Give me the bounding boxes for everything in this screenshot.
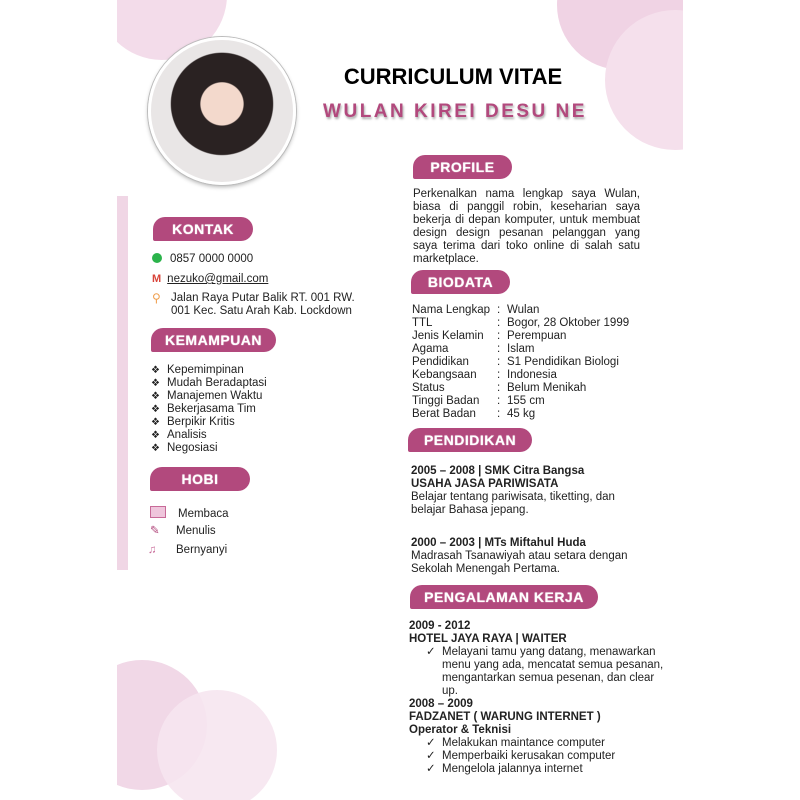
section-label-biodata: BIODATA <box>411 270 510 294</box>
experience-point: ✓ Melakukan maintance computer <box>426 737 605 749</box>
decor-side-bar <box>117 196 128 570</box>
list-item: ❖ Bekerjasama Tim <box>151 403 256 415</box>
biodata-row: TTL : Bogor, 28 Oktober 1999 <box>412 317 630 329</box>
biodata-row: Pendidikan : S1 Pendidikan Biologi <box>412 356 619 368</box>
contact-address: ⚲ Jalan Raya Putar Balik RT. 001 RW. 001 Kec. Satu Arah Kab. Lockdown <box>152 291 355 317</box>
section-label-pengalaman-kerja: PENGALAMAN KERJA <box>410 585 598 609</box>
contact-email: M nezuko@gmail.com <box>152 273 269 285</box>
section-label-kemampuan: KEMAMPUAN <box>151 328 276 352</box>
biodata-row: Agama : Islam <box>412 343 535 355</box>
gmail-icon: M <box>152 273 162 285</box>
decor-circle <box>157 690 277 800</box>
experience-point: ✓ Melayani tamu yang datang, menawarkan menu yang ada, mencatat semua pesanan, mengantarkan semua pesenan, dan clear up. <box>426 646 664 697</box>
profile-photo <box>148 37 296 185</box>
list-item: ❖ Analisis <box>151 429 207 441</box>
hobby-item: Membaca <box>150 506 229 521</box>
list-item: ❖ Mudah Beradaptasi <box>151 377 267 389</box>
section-label-pendidikan: PENDIDIKAN <box>408 428 532 452</box>
location-pin-icon: ⚲ <box>152 291 161 305</box>
biodata-row: Status : Belum Menikah <box>412 382 587 394</box>
experience-point: ✓ Memperbaiki kerusakan computer <box>426 750 616 762</box>
education-entry: 2000 – 2003 | MTs Miftahul Huda Madrasah Tsanawiyah atau setara dengan Sekolah Menengah Pertama. <box>411 537 628 575</box>
music-note-icon: ♫ <box>148 544 157 556</box>
profile-text: Perkenalkan nama lengkap saya Wulan, biasa di panggil robin, keseharian saya bekerja di depan komputer, untuk membuat design design pesanan pelanggan yang saya terima dari toko online di salah satu marketplace. <box>413 188 640 265</box>
pen-icon: ✎ <box>150 525 160 537</box>
biodata-row: Nama Lengkap : Wulan <box>412 304 540 316</box>
section-label-profile: PROFILE <box>413 155 512 179</box>
list-item: ❖ Negosiasi <box>151 442 218 454</box>
education-entry: 2005 – 2008 | SMK Citra Bangsa USAHA JASA PARIWISATA Belajar tentang pariwisata, tiketting, dan belajar Bahasa jepang. <box>411 465 615 516</box>
list-item: ❖ Kepemimpinan <box>151 364 244 376</box>
biodata-row: Jenis Kelamin : Perempuan <box>412 330 567 342</box>
biodata-table <box>412 304 629 421</box>
book-icon <box>150 506 166 518</box>
biodata-row: Tinggi Badan : 155 cm <box>412 395 545 407</box>
skills-list <box>151 364 267 455</box>
list-item: ❖ Manajemen Waktu <box>151 390 263 402</box>
experience-section: 2009 - 2012 HOTEL JAYA RAYA | WAITER ✓ Melayani tamu yang datang, menawarkan menu yang ada, mencatat semua pesanan, mengantarkan semua pesenan, dan clear up. 2008 – 2009 FADZANET ( WARUNG INTERNET ) Operator & Teknisi ✓ Melakukan maintance computer ✓ Memperbaiki kerusakan computer ✓ Mengelola jalannya internet <box>409 620 664 775</box>
hobby-item: ✎ Menulis <box>150 525 216 537</box>
full-name: WULAN KIREI DESU NE <box>323 101 587 122</box>
list-item: ❖ Berpikir Kritis <box>151 416 235 428</box>
hobby-item: ♫ Bernyanyi <box>148 544 228 556</box>
biodata-row: Berat Badan : 45 kg <box>412 408 536 420</box>
contact-phone: 0857 0000 0000 <box>152 253 253 266</box>
section-label-kontak: KONTAK <box>153 217 253 241</box>
cv-title: CURRICULUM VITAE <box>343 64 563 89</box>
biodata-row: Kebangsaan : Indonesia <box>412 369 557 381</box>
section-label-hobi: HOBI <box>150 467 250 491</box>
whatsapp-icon <box>152 253 162 263</box>
experience-point: ✓ Mengelola jalannya internet <box>426 763 583 775</box>
